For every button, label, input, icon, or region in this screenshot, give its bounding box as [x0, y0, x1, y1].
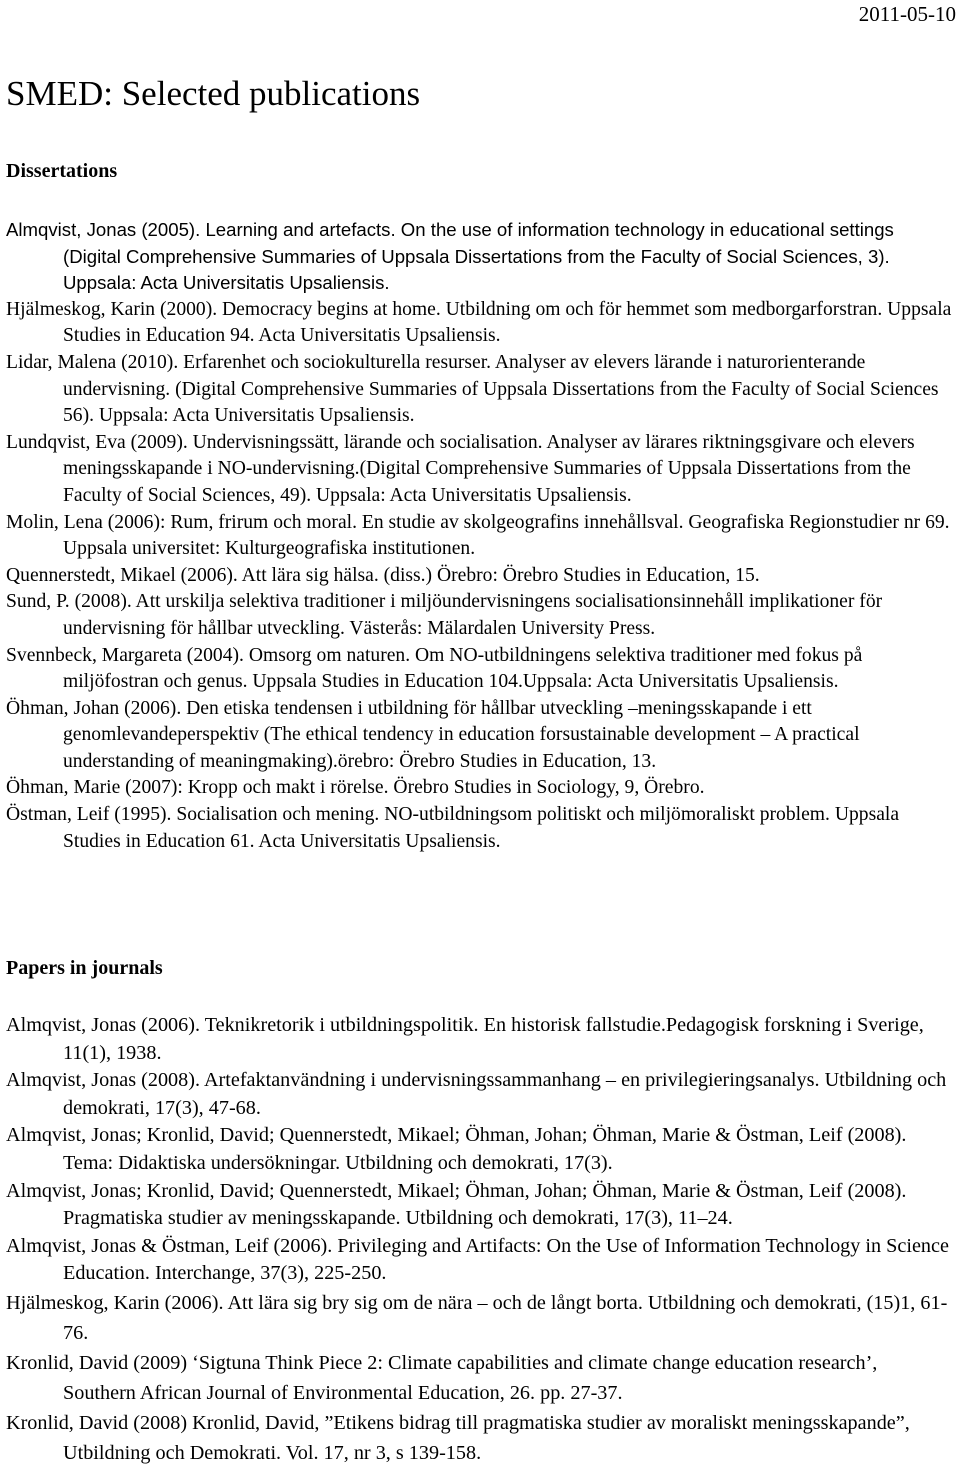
list-item: Hjälmeskog, Karin (2006). Att lära sig bry sig om de nära – och de långt borta. Utbildning och demokrati, (15)1, 61-76.: [6, 1291, 948, 1344]
list-item: Almqvist, Jonas (2005). Learning and artefacts. On the use of information technology in educational settings (Digital Comprehensive Summaries of Uppsala Dissertations from the Faculty of Social Sciences, 3). Uppsala: Acta Universitatis Upsaliensis.: [6, 219, 894, 294]
list-item: Quennerstedt, Mikael (2006). Att lära sig hälsa. (diss.) Örebro: Örebro Studies in Education, 15.: [6, 564, 760, 586]
list-item: Öhman, Johan (2006). Den etiska tendensen i utbildning för hållbar utveckling –meningsskapande i ett genomlevandeperspektiv (The ethical tendency in education forsustainable development – A practical understanding of meaningmaking).örebro: Örebro Studies in Education, 13.: [6, 697, 860, 772]
list-item: Lundqvist, Eva (2009). Undervisningssätt, lärande och socialisation. Analyser av lärares riktningsgivare och elevers meningsskapande i NO-undervisning.(Digital Comprehensive Summaries of Uppsala Dissertations from the Faculty of Social Sciences, 49). Uppsala: Acta Universitatis Upsaliensis.: [6, 431, 915, 506]
list-item: Almqvist, Jonas (2006). Teknikretorik i utbildningspolitik. En historisk fallstudie.Pedagogisk forskning i Sverige, 11(1), 1938.: [6, 1014, 924, 1064]
list-item: Lidar, Malena (2010). Erfarenhet och sociokulturella resurser. Analyser av elevers lärande i naturorienterande undervisning. (Digital Comprehensive Summaries of Uppsala Dissertations from the Faculty of Social Sciences 56). Uppsala: Acta Universitatis Upsaliensis.: [6, 351, 939, 427]
list-item: Kronlid, David (2009) ‘Sigtuna Think Piece 2: Climate capabilities and climate change education research’, Southern African Journal of Environmental Education, 26. pp. 27-37.: [6, 1351, 878, 1404]
list-item: Almqvist, Jonas; Kronlid, David; Quennerstedt, Mikael; Öhman, Johan; Öhman, Marie & Östman, Leif (2008). Pragmatiska studier av meningsskapande. Utbildning och demokrati, 17(3), 11–24.: [6, 1179, 907, 1230]
dissertations-list: [6, 217, 954, 855]
list-item: Hjälmeskog, Karin (2000). Democracy begins at home. Utbildning om och för hemmet som medborgarforstran. Uppsala Studies in Education 94. Acta Universitatis Upsaliensis.: [6, 298, 952, 347]
list-item: Almqvist, Jonas; Kronlid, David; Quennerstedt, Mikael; Öhman, Johan; Öhman, Marie & Östman, Leif (2008). Tema: Didaktiska undersökningar. Utbildning och demokrati, 17(3).: [6, 1124, 907, 1174]
list-item: Sund, P. (2008). Att urskilja selektiva traditioner i miljöundervisningens socialisationsinnehåll implikationer för undervisning för hållbar utveckling. Västerås: Mälardalen University Press.: [6, 591, 883, 639]
list-item: Kronlid, David (2008) Kronlid, David, ”Etikens bidrag till pragmatiska studier av moraliskt meningsskapande”, Utbildning och Demokrati. Vol. 17, nr 3, s 139-158.: [6, 1411, 910, 1464]
section-heading-papers-in-journals: Papers in journals: [6, 957, 163, 979]
journals-list: [6, 1012, 954, 1468]
list-item: Svennbeck, Margareta (2004). Omsorg om naturen. Om NO-utbildningens selektiva traditioner med fokus på miljöfostran och genus. Uppsala Studies in Education 104.Uppsala: Acta Universitatis Upsaliensis.: [6, 644, 863, 693]
dissertations-sans-group: [6, 217, 954, 297]
page-title: SMED: Selected publications: [6, 74, 421, 113]
list-item: Almqvist, Jonas (2008). Artefaktanvändning i undervisningssammanhang – en privilegieringsanalys. Utbildning och demokrati, 17(3), 47-68.: [6, 1069, 947, 1119]
dissertations-serif-group: [6, 297, 954, 855]
list-item: Molin, Lena (2006): Rum, frirum och moral. En studie av skolgeografins innehållsval. Geografiska Regionstudier nr 69. Uppsala universitet: Kulturgeografiska institutionen.: [6, 511, 950, 560]
list-item: Öhman, Marie (2007): Kropp och makt i rörelse. Örebro Studies in Sociology, 9, Örebro.: [6, 777, 705, 799]
section-heading-dissertations: Dissertations: [6, 160, 118, 182]
page-date: 2011-05-10: [858, 2, 956, 26]
list-item: Östman, Leif (1995). Socialisation och mening. NO-utbildningsom politiskt och miljömoraliskt problem. Uppsala Studies in Education 61. Acta Universitatis Upsaliensis.: [6, 804, 900, 852]
list-item: Almqvist, Jonas & Östman, Leif (2006). Privileging and Artifacts: On the Use of Information Technology in Science Education. Interchange, 37(3), 225-250.: [6, 1234, 949, 1285]
